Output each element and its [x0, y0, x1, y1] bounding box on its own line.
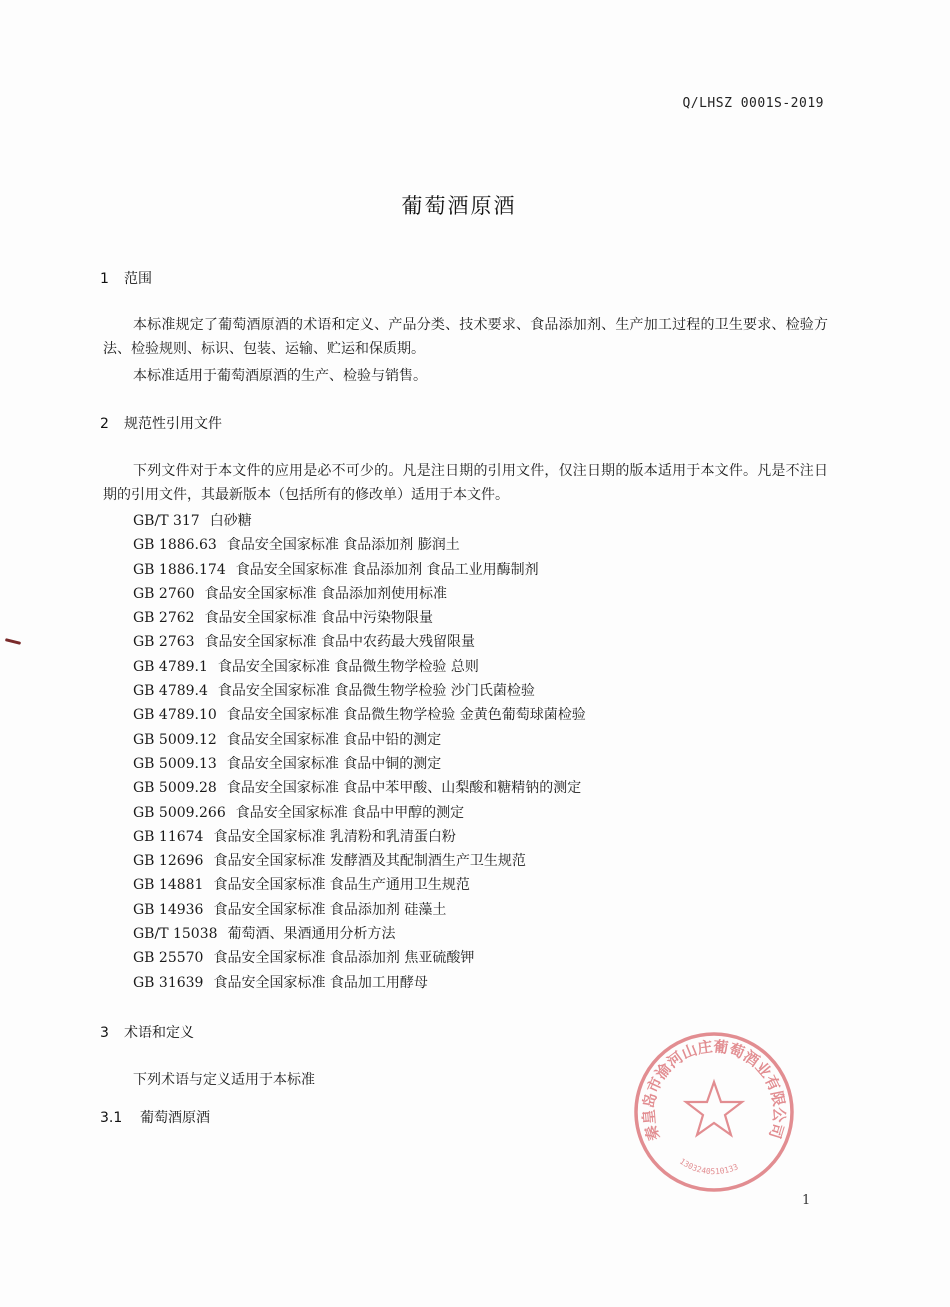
seal-serial-number: 1303240510133: [677, 1156, 740, 1177]
reference-item: [133, 679, 586, 703]
reference-code: GB 2763: [133, 634, 195, 651]
reference-title: 白砂糖: [209, 513, 252, 529]
reference-item: [133, 606, 586, 630]
reference-code: GB 1886.63: [133, 537, 217, 554]
section-1-number: 1: [100, 271, 109, 287]
reference-code: GB/T 15038: [133, 926, 218, 943]
reference-title: 食品安全国家标准 食品中铅的测定: [226, 731, 442, 748]
reference-code: GB 2762: [133, 610, 195, 627]
reference-title: 食品安全国家标准 食品微生物学检验 沙门氏菌检验: [217, 683, 535, 700]
subsection-3-1-heading: [100, 1107, 210, 1127]
reference-code: GB 4789.10: [133, 707, 217, 724]
reference-code: GB 5009.13: [133, 755, 217, 772]
reference-title: 食品安全国家标准 食品添加剂 膨润土: [226, 537, 460, 554]
references-intro: 下列文件对于本文件的应用是必不可少的。凡是注日期的引用文件，仅注日期的版本适用于本文件。凡是不注日期的引用文件，其最新版本（包括所有的修改单）适用于本文件。: [103, 463, 828, 503]
reference-title: 食品安全国家标准 食品微生物学检验 金黄色葡萄球菌检验: [226, 707, 586, 724]
subsection-3-1-title: 葡萄酒原酒: [140, 1110, 210, 1126]
reference-item: [133, 533, 586, 557]
reference-code: GB 1886.174: [133, 561, 226, 578]
reference-code: GB 14881: [133, 877, 204, 894]
reference-item: [133, 922, 586, 946]
reference-code: GB 25570: [133, 950, 204, 967]
reference-title: 食品安全国家标准 食品中铜的测定: [226, 755, 442, 772]
reference-code: GB 5009.28: [133, 780, 217, 797]
section-1-heading: [100, 268, 152, 288]
reference-code: GB/T 317: [133, 513, 200, 529]
reference-code: GB 5009.266: [133, 804, 226, 821]
reference-item: [133, 898, 586, 922]
reference-item: [133, 655, 586, 679]
section-3-title: 术语和定义: [124, 1025, 194, 1041]
scope-paragraph-2: 本标准适用于葡萄酒原酒的生产、检验与销售。: [133, 368, 427, 384]
scope-paragraph-1: 本标准规定了葡萄酒原酒的术语和定义、产品分类、技术要求、食品添加剂、生产加工过程的卫生要求、检验方法、检验规则、标识、包装、运输、贮运和保质期。: [103, 317, 828, 357]
section-2-heading: [100, 413, 222, 433]
reference-item: [133, 752, 586, 776]
reference-item: [133, 946, 586, 970]
reference-item: [133, 703, 586, 727]
reference-item: [133, 825, 586, 849]
seal-company-name: 秦皇岛市渝河山庄葡萄酒业有限公司: [639, 1037, 789, 1143]
page-number: 1: [802, 1193, 811, 1208]
reference-item: [133, 873, 586, 897]
document-title: 葡萄酒原酒: [401, 194, 517, 218]
terms-intro: 下列术语与定义适用于本标准: [133, 1072, 315, 1088]
reference-title: 食品安全国家标准 食品中农药最大残留限量: [204, 634, 476, 651]
reference-title: 食品安全国家标准 食品中甲醇的测定: [235, 804, 465, 821]
reference-item: [133, 776, 586, 800]
reference-title: 食品安全国家标准 食品中苯甲酸、山梨酸和糖精钠的测定: [226, 780, 582, 797]
reference-list: [133, 509, 586, 995]
reference-code: GB 12696: [133, 853, 204, 870]
reference-title: 食品安全国家标准 发酵酒及其配制酒生产卫生规范: [213, 853, 526, 870]
company-seal: [632, 1030, 796, 1194]
reference-title: 食品安全国家标准 食品生产通用卫生规范: [213, 877, 470, 894]
section-2-title: 规范性引用文件: [124, 416, 222, 432]
reference-title: 葡萄酒、果酒通用分析方法: [227, 926, 396, 943]
reference-item: [133, 971, 586, 995]
reference-title: 食品安全国家标准 乳清粉和乳清蛋白粉: [213, 828, 456, 845]
reference-title: 食品安全国家标准 食品添加剂 焦亚硫酸钾: [213, 950, 475, 967]
reference-item: [133, 509, 586, 533]
reference-title: 食品安全国家标准 食品添加剂使用标准: [204, 585, 448, 602]
reference-item: [133, 849, 586, 873]
reference-code: GB 2760: [133, 585, 195, 602]
reference-code: GB 4789.4: [133, 683, 208, 700]
reference-code: GB 5009.12: [133, 731, 217, 748]
seal-outer-ring: [636, 1034, 792, 1190]
reference-title: 食品安全国家标准 食品添加剂 硅藻土: [213, 901, 447, 918]
reference-item: [133, 801, 586, 825]
reference-item: [133, 728, 586, 752]
reference-item: [133, 582, 586, 606]
seal-star-icon: [686, 1082, 742, 1135]
reference-code: GB 14936: [133, 901, 204, 918]
reference-code: GB 4789.1: [133, 658, 208, 675]
standard-code: Q/LHSZ 0001S-2019: [682, 96, 824, 111]
section-2-number: 2: [100, 416, 109, 432]
section-3-number: 3: [100, 1025, 109, 1041]
reference-title: 食品安全国家标准 食品添加剂 食品工业用酶制剂: [235, 561, 539, 578]
reference-item: [133, 558, 586, 582]
section-1-title: 范围: [124, 271, 152, 287]
scan-mark: [5, 638, 21, 645]
section-3-heading: [100, 1022, 194, 1042]
subsection-3-1-number: 3.1: [100, 1110, 123, 1126]
reference-title: 食品安全国家标准 食品微生物学检验 总则: [217, 658, 479, 675]
reference-code: GB 11674: [133, 828, 204, 845]
reference-item: [133, 630, 586, 654]
reference-title: 食品安全国家标准 食品中污染物限量: [204, 610, 434, 627]
reference-title: 食品安全国家标准 食品加工用酵母: [213, 974, 428, 991]
reference-code: GB 31639: [133, 974, 204, 991]
